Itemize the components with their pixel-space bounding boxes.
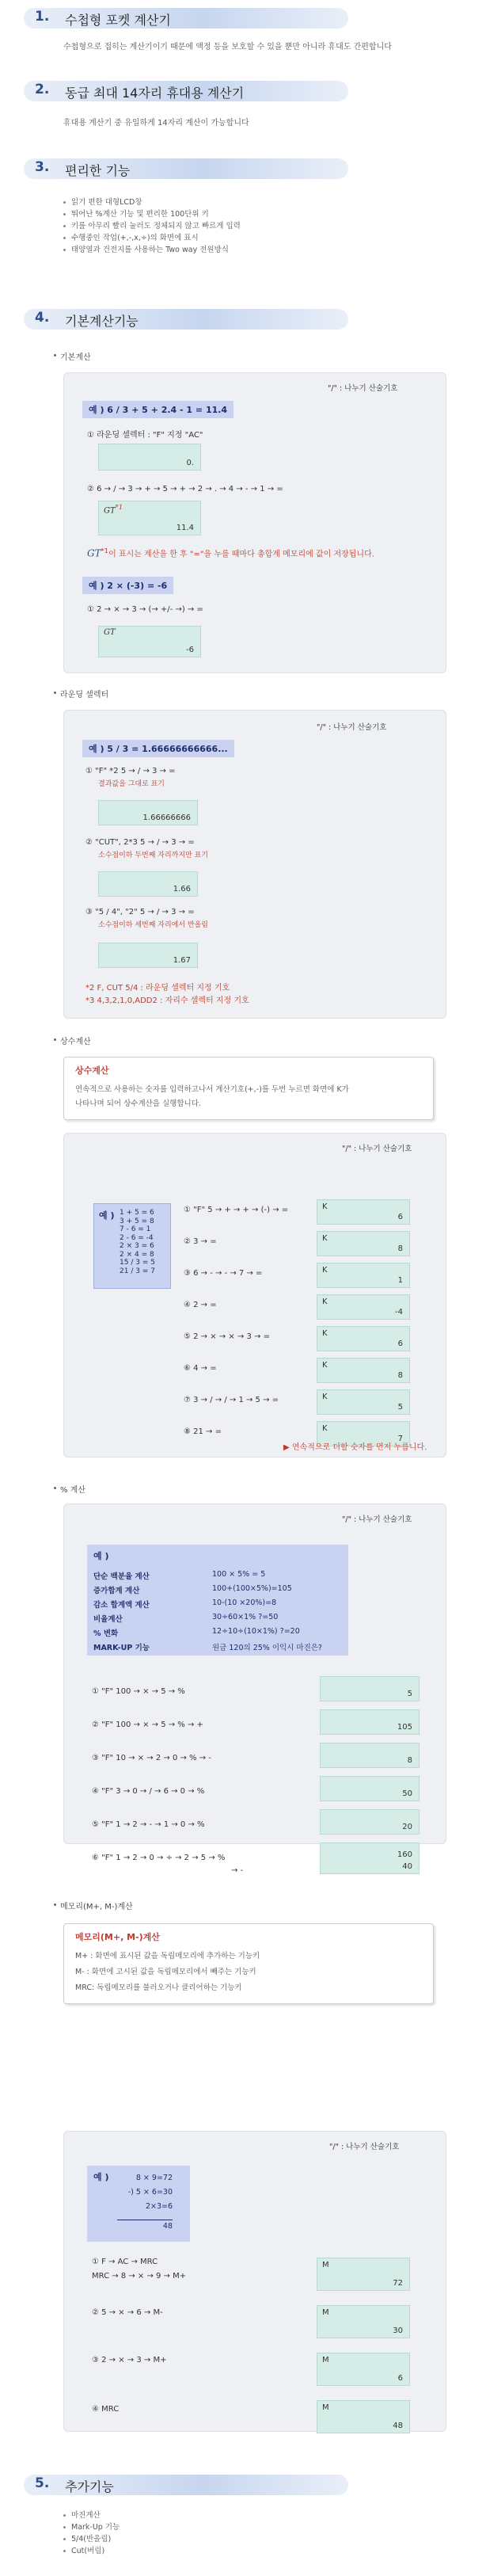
extra-feature-list [63, 2509, 120, 2557]
example-box: 예 ) 8 × 9=72 -) 5 × 6=30 2×3=6 48 [87, 2166, 190, 2242]
list-item: 뛰어난 %계산 기능 및 편리한 100단위 키 [63, 208, 241, 220]
lcd-value: 1.66 [173, 885, 191, 894]
lcd-display: M 72 [317, 2258, 410, 2291]
list-item: 태양열과 건전지를 사용하는 Two way 전원방식 [63, 244, 241, 256]
step: ① 2 → × → 3 → (→ +/- →) → = [87, 605, 203, 614]
box-heading: 메모리(M+, M-)계산 [75, 1932, 160, 1942]
example-box: 예 ) 1 + 5 = 6 3 + 5 = 8 7 - 6 = 1 2 - 6 = -4 2 × 3 = 6 2 × 4 = 8 15 / 3 = 5 21 / 3 = 7 [93, 1203, 171, 1289]
section-5-header [24, 2475, 348, 2495]
section-number: 5. [35, 2475, 50, 2491]
constant-info-box [63, 1057, 434, 1120]
division-legend: "/" : 나누기 산술기호 [329, 2143, 400, 2151]
step: ① F → AC → MRC [92, 2258, 158, 2266]
lcd-display: 160 40 [320, 1842, 420, 1874]
step: ④ "F" 3 → 0 → / → 6 → 0 → % [92, 1787, 205, 1796]
example-label: 예 ) 2 × (-3) = -6 [82, 577, 173, 594]
step: ⑧ 21 → = [184, 1427, 222, 1436]
section-title: 수첩형 포켓 계산기 [65, 13, 171, 28]
lcd-display [98, 501, 201, 535]
lcd-display: M 48 [317, 2400, 410, 2433]
step: ⑤ 2 → × → × → 3 → = [184, 1332, 270, 1341]
example-label: 예 ) [93, 1551, 109, 1561]
section-3-header [24, 158, 348, 179]
step-note: 소수점이하 두번째 자리까지만 표기 [98, 852, 208, 859]
section-title: 추가기능 [65, 2479, 114, 2494]
lcd-display [98, 871, 198, 897]
lcd-display: 5 [320, 1676, 420, 1701]
step: MRC → 8 → × → 9 → M+ [92, 2272, 187, 2281]
section-title: 편리한 기능 [65, 163, 131, 178]
constant-subtitle: 상수계산 [60, 1035, 91, 1046]
list-item: 수행중인 작업(+,-,x,÷)의 화면에 표시 [63, 232, 241, 244]
lcd-value: 0. [186, 459, 194, 467]
lcd-display [98, 943, 198, 968]
lcd-display: K 6 [317, 1199, 410, 1225]
lcd-display: K 6 [317, 1326, 410, 1351]
division-legend: "/" : 나누기 산술기호 [317, 723, 387, 732]
lcd-display [98, 444, 201, 471]
constant-note: ▶ 연속적으로 더할 숫자를 먼저 누릅니다. [283, 1443, 427, 1452]
step: ① 라운딩 셀렉터 : "F" 지정 "AC" [87, 431, 203, 440]
step: ④ MRC [92, 2405, 120, 2414]
section-2-header [24, 81, 348, 101]
lcd-value: 1.66666666 [142, 814, 191, 822]
rounding-subtitle: 라운딩 셀렉터 [60, 688, 108, 699]
section-4-header [24, 309, 348, 330]
step: ① "F" 5 → + → + → (-) → = [184, 1206, 289, 1214]
step: ② 6 → / → 3 → + → 5 → + → 2 → . → 4 → - → 1 → = [87, 485, 283, 493]
list-item: 마진계산 [63, 2509, 120, 2521]
step: ② 3 → = [184, 1237, 217, 1246]
example-label: 예 ) 6 / 3 + 5 + 2.4 - 1 = 11.4 [82, 401, 234, 418]
section-2-desc: 휴대용 계산기 중 유일하게 14자리 계산이 가능합니다 [63, 119, 249, 128]
division-legend: "/" : 나누기 산술기호 [342, 1515, 412, 1524]
list-item: Mark-Up 기능 [63, 2521, 120, 2533]
box-text: M- : 화면에 고시된 값을 독립메모리에서 빼주는 기능키 [75, 1968, 256, 1976]
section-number: 2. [35, 82, 50, 97]
percent-subtitle: % 계산 [60, 1483, 85, 1495]
lcd-display: K -4 [317, 1294, 410, 1320]
lcd-display: K 8 [317, 1231, 410, 1256]
box-text: M+ : 화면에 표시된 값을 독립메모리에 추가하는 기능키 [75, 1952, 260, 1961]
example-label: 예 ) [99, 1210, 115, 1221]
lcd-display [98, 800, 198, 825]
section-title: 기본계산기능 [65, 314, 139, 329]
lcd-display: M 6 [317, 2353, 410, 2386]
list-item: 키를 아무리 빨리 눌러도 정체되지 않고 빠르게 입력 [63, 220, 241, 232]
footnote: *3 4,3,2,1,0,ADD2 : 자리수 셀렉터 지정 기호 [85, 996, 249, 1005]
example-box: 예 ) 단순 백분율 계산 100 × 5% = 5 증가합계 계산 100+(100×5%)=105 감소 합계액 계산 10-(10 ×20%)=8 비율계산 30÷60×1% ?=50 % 변화 12÷10÷(10×1%) ?=20 MARK-UP 기능 원금 120의 25% 이익시 마진은? [87, 1545, 348, 1656]
step: ③ "5 / 4", "2" 5 → / → 3 → = [85, 908, 195, 916]
list-item: Cut(버림) [63, 2545, 120, 2557]
division-legend: "/" : 나누기 산술기호 [342, 1145, 412, 1153]
section-number: 3. [35, 159, 50, 175]
section-number: 1. [35, 9, 50, 25]
box-text: 나타나며 되어 상수계산을 실행합니다. [75, 1099, 201, 1108]
gt-indicator: GT [104, 628, 116, 637]
step: ③ 2 → × → 3 → M+ [92, 2356, 167, 2365]
feature-list [63, 196, 241, 256]
section-number: 4. [35, 310, 50, 326]
lcd-display: K 7 [317, 1421, 410, 1446]
step: ④ 2 → = [184, 1301, 217, 1309]
step: ② "F" 100 → × → 5 → % → + [92, 1721, 203, 1729]
section-title: 동급 최대 14자리 휴대용 계산기 [65, 86, 245, 101]
division-legend: "/" : 나누기 산술기호 [328, 384, 398, 393]
lcd-display: K 5 [317, 1389, 410, 1415]
step: ① "F" *2 5 → / → 3 → = [85, 767, 176, 775]
step: ⑤ "F" 1 → 2 → - → 1 → 0 → % [92, 1820, 205, 1829]
step: ③ "F" 10 → × → 2 → 0 → % → - [92, 1754, 211, 1762]
box-text: 연속적으로 사용하는 숫자를 입력하고나서 계산기호(+,-)를 두번 누르면 화면에 K가 [75, 1085, 349, 1094]
lcd-display: 50 [320, 1776, 420, 1801]
step: ⑥ 4 → = [184, 1364, 217, 1373]
step: ① "F" 100 → × → 5 → % [92, 1687, 185, 1696]
footnote: *2 F, CUT 5/4 : 라운딩 셀렉터 지정 기호 [85, 984, 230, 993]
step: ③ 6 → - → - → 7 → = [184, 1269, 263, 1278]
lcd-display: 8 [320, 1743, 420, 1768]
step: ② 5 → × → 6 → M- [92, 2308, 163, 2317]
lcd-display [98, 626, 201, 657]
lcd-value: -6 [186, 646, 194, 654]
step-note: 결과값을 그대로 표기 [98, 780, 165, 788]
example-label: 예 ) 5 / 3 = 1.66666666666... [82, 740, 234, 757]
step: ⑦ 3 → / → / → 1 → 5 → = [184, 1396, 279, 1404]
lcd-display: 105 [320, 1709, 420, 1735]
section-1-desc: 수첩형으로 접히는 계산기이기 때문에 액정 등을 보호할 수 있을 뿐만 아니라 휴대도 간편합니다 [63, 43, 392, 51]
lcd-display: K 8 [317, 1358, 410, 1383]
step-note: 소수점이하 세번째 자리에서 반올림 [98, 921, 208, 929]
basic-calc-subtitle: 기본계산 [60, 350, 91, 362]
gt-note: GT$^{*1}$이 표시는 계산을 한 후 "="을 누를 때마다 총합계 메모리에 값이 저장됩니다. [87, 547, 374, 559]
box-heading: 상수계산 [75, 1065, 109, 1076]
step: ⑥ "F" 1 → 2 → 0 → ÷ → 2 → 5 → % [92, 1854, 226, 1862]
step: → - [231, 1866, 244, 1875]
example-label: 예 ) [93, 2172, 109, 2182]
gt-indicator: GT$^{*1}$ [104, 503, 123, 516]
box-text: MRC: 독립메모리를 불러오거나 클리어하는 기능키 [75, 1983, 242, 1992]
lcd-display: M 30 [317, 2305, 410, 2338]
step: ② "CUT", 2*3 5 → / → 3 → = [85, 838, 195, 847]
memory-info-box [63, 1923, 434, 2004]
lcd-display: 20 [320, 1809, 420, 1835]
list-item: 5/4(반올림) [63, 2533, 120, 2545]
section-1-header [24, 8, 348, 29]
lcd-value: 11.4 [176, 524, 194, 532]
list-item: 읽기 편한 대형LCD창 [63, 196, 241, 208]
memory-subtitle: 메모리(M+, M-)계산 [60, 1900, 133, 1911]
lcd-value: 1.67 [173, 956, 191, 965]
lcd-display: K 1 [317, 1263, 410, 1288]
